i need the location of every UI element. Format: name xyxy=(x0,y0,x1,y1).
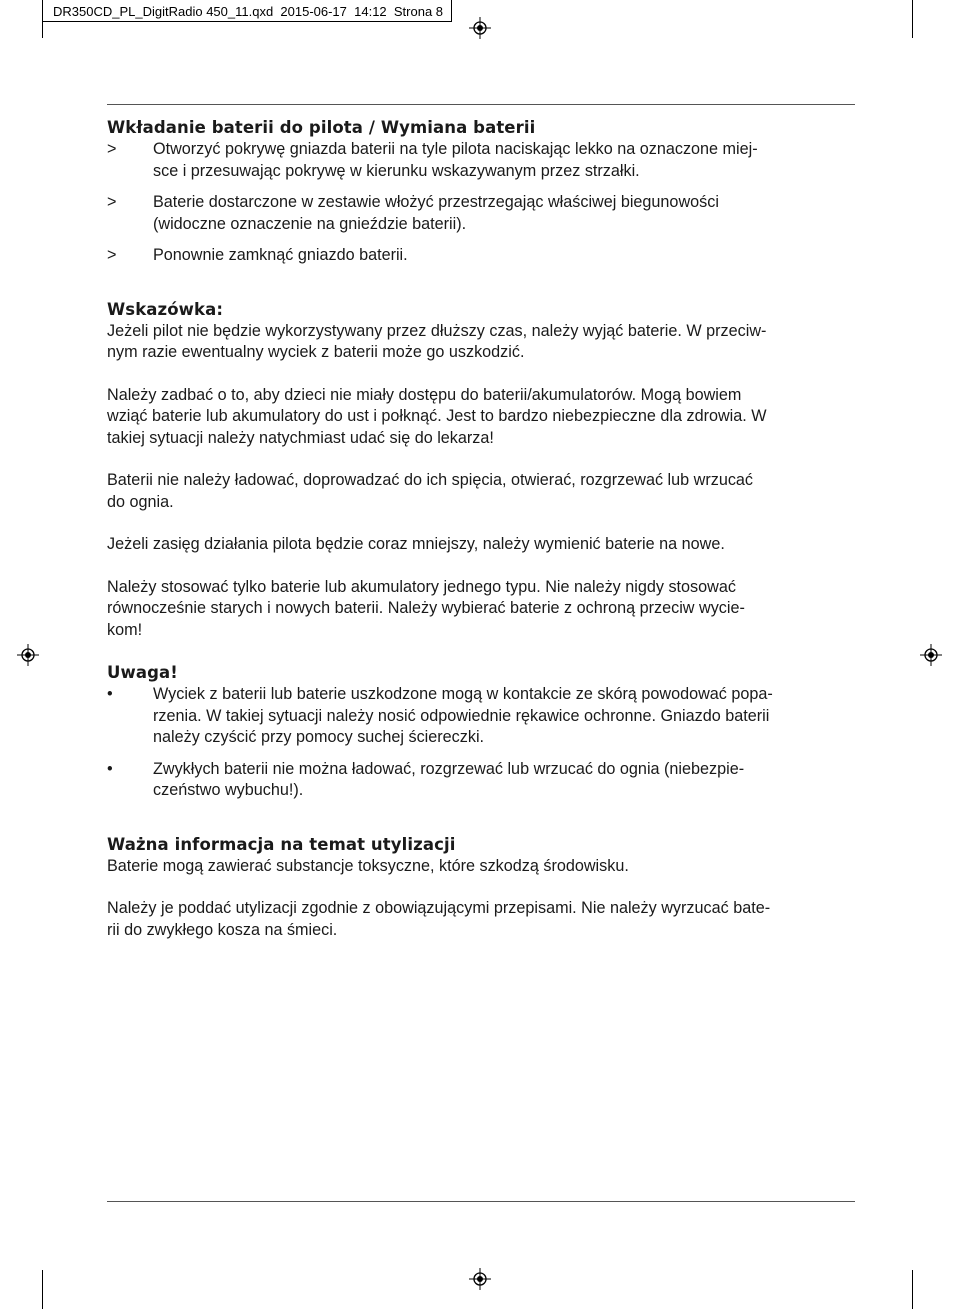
disposal-paragraph: Należy je poddać utylizacji zgodnie z obowiązującymi przepisami. Nie należy wyrzucać bate- rii do zwykłego kosza na śmieci. xyxy=(107,899,771,939)
crosshair-registration-icon xyxy=(920,644,942,666)
crosshair-registration-icon xyxy=(469,1268,491,1290)
step-marker: > xyxy=(107,193,117,211)
hint-paragraph: Jeżeli pilot nie będzie wykorzystywany przez dłuższy czas, należy wyjąć baterie. W przeciw- nym razie ewentualny wyciek z baterii może go uszkodzić. xyxy=(107,321,767,361)
bullet-marker: • xyxy=(107,759,113,778)
hint-paragraph: Jeżeli zasięg działania pilota będzie coraz mniejszy, należy wymienić baterie na nowe. xyxy=(107,535,725,553)
crosshair-registration-icon xyxy=(17,644,39,666)
list-item xyxy=(107,192,855,235)
crop-mark-bottom-left xyxy=(42,1270,43,1309)
hint-paragraph: Należy stosować tylko baterie lub akumulatory jednego typu. Nie należy nigdy stosować równocześnie starych i nowych baterii. Należy wybierać baterie z ochroną przeciw wycie- kom! xyxy=(107,577,745,639)
warning-text: Wyciek z baterii lub baterie uszkodzone mogą w kontakcie ze skórą powodować popa- rzenia. W takiej sytuacji należy nosić odpowiednie rękawice ochronne. Gniazdo baterii należy czyścić przy pomocy suchej ściereczki. xyxy=(153,685,773,746)
bullet-marker: • xyxy=(107,685,113,703)
section-heading-hint: Wskazówka: xyxy=(107,299,224,319)
list-item xyxy=(107,684,855,749)
crop-mark-bottom-right xyxy=(912,1270,913,1309)
list-item xyxy=(107,245,855,267)
step-text: Ponownie zamknąć gniazdo baterii. xyxy=(153,246,408,264)
insert-steps-list xyxy=(107,139,855,267)
list-item xyxy=(107,759,855,802)
crop-mark-top-right xyxy=(912,0,913,38)
hint-paragraph: Baterii nie należy ładować, doprowadzać do ich spięcia, otwierać, rozgrzewać lub wrzucać do ognia. xyxy=(107,471,754,511)
step-text: Otworzyć pokrywę gniazda baterii na tyle pilota naciskając lekko na oznaczone miej- sce i przesuwając pokrywę w kierunku wskazywanym przez strzałki. xyxy=(153,140,758,180)
warning-list xyxy=(107,684,855,802)
step-marker: > xyxy=(107,246,117,264)
header-rule xyxy=(107,104,855,105)
step-text: Baterie dostarczone w zestawie włożyć przestrzegając właściwej biegunowości (widoczne oznaczenie na gnieździe baterii). xyxy=(153,193,719,233)
print-slug: DR350CD_PL_DigitRadio 450_11.qxd 2015-06-17 14:12 Strona 8 xyxy=(42,0,452,22)
section-heading-insert-batteries: Wkładanie baterii do pilota / Wymiana baterii xyxy=(107,118,536,137)
page-content xyxy=(107,117,855,941)
section-heading-warning: Uwaga! xyxy=(107,663,178,682)
step-marker: > xyxy=(107,140,117,158)
footer-rule xyxy=(107,1201,855,1202)
disposal-paragraph: Baterie mogą zawierać substancje toksyczne, które szkodzą środowisku. xyxy=(107,856,629,875)
crosshair-registration-icon xyxy=(469,17,491,39)
hint-paragraph: Należy zadbać o to, aby dzieci nie miały dostępu do baterii/akumulatorów. Mogą bowiem wziąć baterie lub akumulatory do ust i połknąć. Jest to bardzo niebezpieczne dla zdrowia. W takiej sytuacji należy natychmiast udać się do lekarza! xyxy=(107,385,767,447)
warning-text: Zwykłych baterii nie można ładować, rozgrzewać lub wrzucać do ognia (niebezpie- czeństwo wybuchu!). xyxy=(153,759,745,799)
list-item xyxy=(107,139,855,182)
crop-mark-top-left xyxy=(42,22,43,38)
section-heading-disposal: Ważna informacja na temat utylizacji xyxy=(107,834,456,854)
